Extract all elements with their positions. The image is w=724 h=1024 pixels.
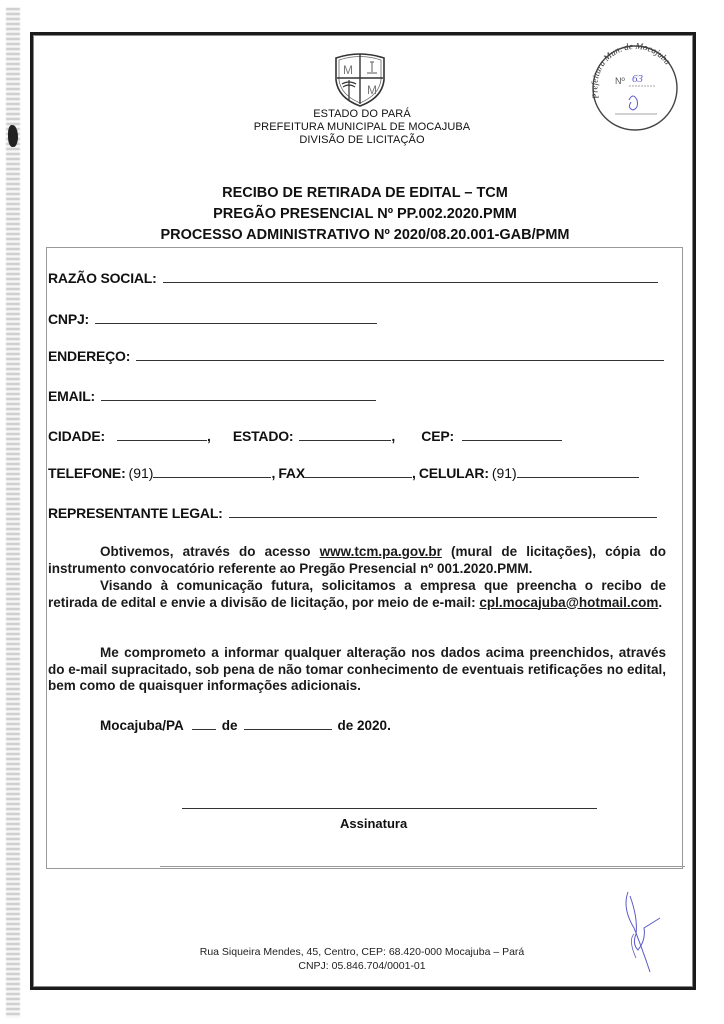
p1-text-b: (mural de licitações), cópia do instrumento convocatório referente ao Pregão Presencial nº 001.2020.PMM. — [48, 544, 666, 576]
endereco-label: ENDEREÇO: — [48, 348, 131, 364]
paragraph-commitment — [48, 645, 666, 695]
razao-social-input[interactable] — [163, 281, 658, 283]
svg-text:M: M — [343, 63, 353, 77]
date-year: de 2020. — [337, 718, 391, 733]
telefone-input[interactable] — [153, 476, 271, 478]
header-state: ESTADO DO PARÁ — [313, 108, 411, 120]
razao-social-label: RAZÃO SOCIAL: — [48, 270, 157, 286]
svg-text:Prefeitura Mun. de Mocajuba — [589, 41, 673, 101]
telefone-label: TELEFONE: — [48, 465, 126, 481]
representante-label: REPRESENTANTE LEGAL: — [48, 505, 223, 521]
endereco-input[interactable] — [136, 359, 664, 361]
field-endereco — [48, 348, 664, 364]
fax-input[interactable] — [305, 476, 412, 478]
signature-line[interactable] — [182, 808, 597, 809]
stamp-ring-text: Prefeitura Mun. de Mocajuba — [589, 40, 673, 100]
fax-label: FAX — [278, 465, 305, 481]
celular-prefix: (91) — [491, 465, 517, 481]
email-input[interactable] — [101, 399, 376, 401]
tcm-website-link[interactable]: www.tcm.pa.gov.br — [319, 544, 442, 559]
cep-input[interactable] — [462, 439, 562, 441]
cnpj-input[interactable] — [95, 322, 377, 324]
coat-of-arms-icon — [330, 50, 390, 108]
p2-text: Visando à comunicação futura, solicitamos a empresa que preencha o recibo de retirada de edital e envie a divisão de licitação, por meio de e-mail: — [48, 578, 666, 610]
field-razao-social — [48, 270, 658, 286]
estado-label: ESTADO: — [232, 428, 294, 444]
email-label: EMAIL: — [48, 388, 96, 404]
representante-input[interactable] — [229, 516, 657, 518]
signature-label: Assinatura — [340, 816, 408, 831]
header-division: DIVISÃO DE LICITAÇÃO — [299, 134, 425, 146]
date-de-1: de — [221, 718, 238, 733]
letterhead — [0, 108, 724, 147]
p2-end: . — [658, 594, 663, 610]
paragraph-request — [48, 578, 666, 611]
cidade-label: CIDADE: — [48, 428, 105, 444]
title-auction: PREGÃO PRESENCIAL Nº PP.002.2020.PMM — [213, 206, 517, 222]
footer-cnpj: CNPJ: 05.846.704/0001-01 — [298, 960, 426, 972]
svg-text:M: M — [367, 83, 377, 97]
celular-label: CELULAR: — [418, 465, 489, 481]
field-telefone-fax-celular — [48, 465, 639, 481]
document-title — [0, 183, 724, 246]
comma: , — [411, 465, 416, 481]
cnpj-label: CNPJ: — [48, 311, 90, 327]
stamp-number-label: Nº — [615, 76, 625, 86]
field-cidade-estado-cep — [48, 428, 562, 444]
comma: , — [391, 428, 396, 444]
p3-text: Me comprometo a informar qualquer alteração nos dados acima preenchidos, através do e-mail supracitado, sob pena de não tomar conhecimento de eventuais retificações no edital, bem como de quaisquer informações adicionais. — [48, 645, 666, 693]
cep-label: CEP: — [421, 428, 454, 444]
estado-input[interactable] — [299, 439, 391, 441]
telefone-prefix: (91) — [128, 465, 154, 481]
date-day-input[interactable] — [192, 728, 216, 730]
date-month-input[interactable] — [244, 728, 332, 730]
divider — [160, 866, 685, 867]
field-representante-legal — [48, 505, 657, 521]
paragraph-access — [48, 544, 666, 577]
footer — [0, 945, 724, 973]
header-prefecture: PREFEITURA MUNICIPAL DE MOCAJUBA — [253, 121, 471, 133]
comma: , — [271, 465, 276, 481]
footer-address: Rua Siqueira Mendes, 45, Centro, CEP: 68.420-000 Mocajuba – Pará — [199, 946, 525, 958]
field-email — [48, 388, 376, 404]
comma: , — [206, 428, 211, 444]
stamp-number-value: 63 — [632, 73, 643, 85]
title-process: PROCESSO ADMINISTRATIVO Nº 2020/08.20.001-GAB/PMM — [160, 227, 570, 243]
date-line — [100, 718, 391, 733]
scan-edge-artifact — [6, 8, 20, 1018]
date-place: Mocajuba/PA — [100, 718, 184, 733]
celular-input[interactable] — [517, 476, 639, 478]
title-receipt: RECIBO DE RETIRADA DE EDITAL – TCM — [222, 185, 508, 201]
contact-email-link[interactable]: cpl.mocajuba@hotmail.com — [479, 594, 659, 610]
cidade-input[interactable] — [117, 439, 207, 441]
p1-text-a: Obtivemos, através do acesso — [100, 544, 320, 559]
field-cnpj — [48, 311, 377, 327]
